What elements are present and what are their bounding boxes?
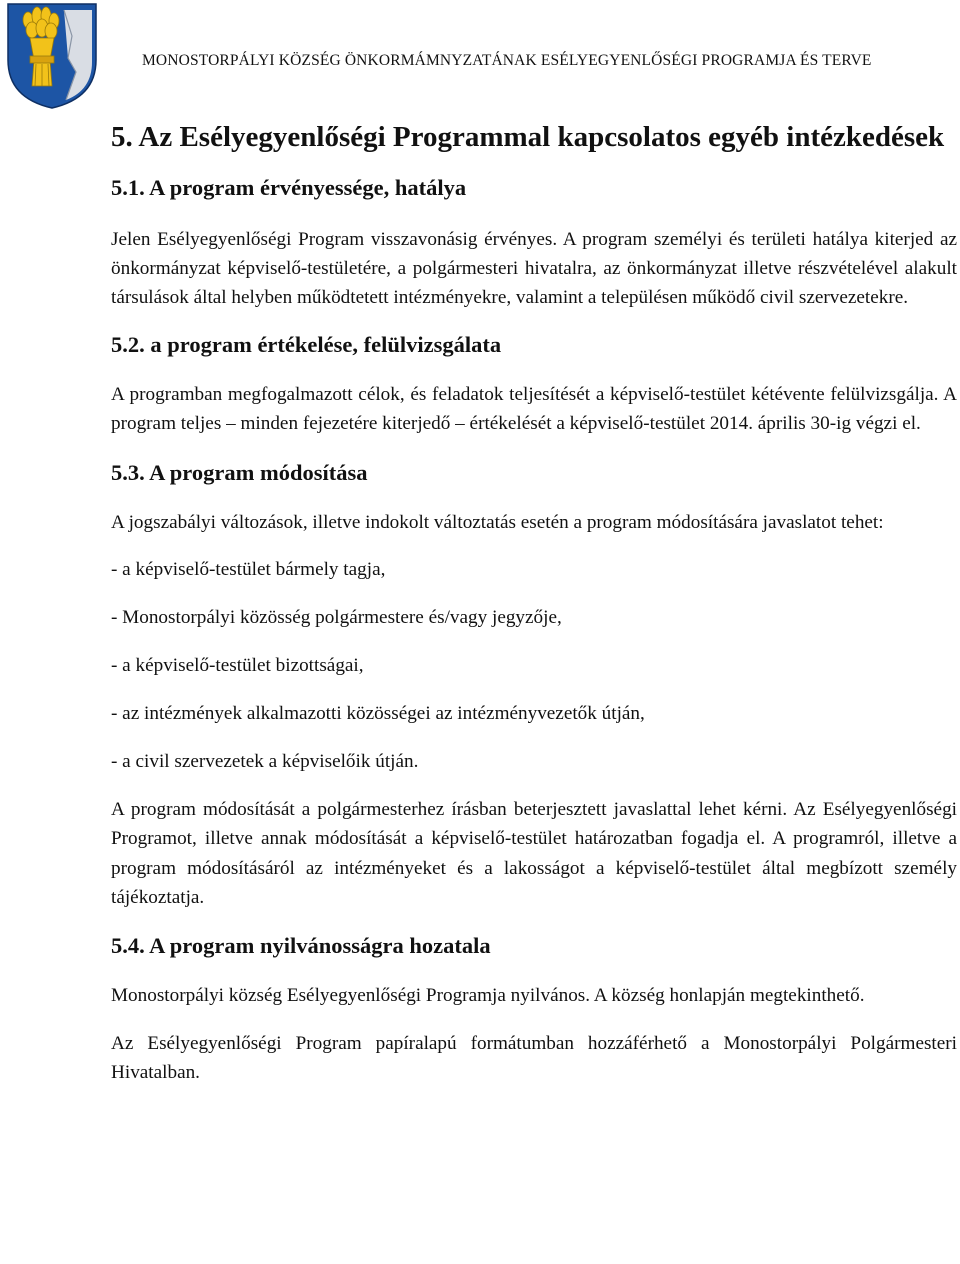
section-heading: 5.2. a program értékelése, felülvizsgálata (111, 331, 502, 357)
list-item: - a civil szervezetek a képviselőik útján. (111, 751, 419, 773)
list-item: - az intézmények alkalmazotti közösségei az intézményvezetők útján, (111, 703, 645, 725)
paragraph: Az Esélyegyenlőségi Program papíralapú formátumban hozzáférhető a Monostorpályi Polgármesteri Hivatalban. (111, 1033, 957, 1084)
list-item: - a képviselő-testület bármely tagja, (111, 559, 386, 581)
list-item: - Monostorpályi közösség polgármestere és/vagy jegyzője, (111, 607, 562, 629)
document-body (111, 118, 957, 1088)
section-heading: 5.1. A program érvényessége, hatálya (111, 175, 467, 200)
paragraph: Monostorpályi község Esélyegyenlőségi Programja nyilvános. A község honlapján megtekinthető. (111, 985, 865, 1007)
chapter-title: 5. Az Esélyegyenlőségi Programmal kapcsolatos egyéb intézkedések (111, 121, 945, 153)
section-heading: 5.3. A program módosítása (111, 460, 368, 486)
document-header-title: MONOSTORPÁLYI KÖZSÉG ÖNKORMÁMNYZATÁNAK ESÉLYEGYENLŐSÉGI PROGRAMJA ÉS TERVE (142, 52, 872, 69)
paragraph: A programban megfogalmazott célok, és feladatok teljesítését a képviselő-testület kétévente felülvizsgálja. A program teljes – minden fejezetére kiterjedő – értékelését a képviselő-testület 2014. április 30-ig végzi el. (111, 383, 957, 434)
paragraph: A program módosítását a polgármesterhez írásban beterjesztett javaslattal lehet kérni. Az Esélyegyenlőségi Programot, illetve annak módosítását a képviselő-testület határozatban fogadja el. A programról, illetve a program módosításáról az intézményeket és a lakosságot a képviselő-testület által megbízott személy tájékoztatja. (111, 799, 957, 908)
list-item: - a képviselő-testület bizottságai, (111, 655, 364, 677)
section-heading: 5.4. A program nyilvánosságra hozatala (111, 933, 491, 959)
paragraph: Jelen Esélyegyenlőségi Program visszavonásig érvényes. A program személyi és területi hatálya kiterjed az önkormányzat képviselő-testületére, a polgármesteri hivatalra, az önkormányzat illetve részvételével alakult társulások által helyben működtetett intézményekre, valamint a településen működő civil szervezetekre. (111, 229, 957, 309)
paragraph: A jogszabályi változások, illetve indokolt változtatás esetén a program módosítására javaslatot tehet: (111, 512, 884, 534)
coat-of-arms-icon (6, 2, 98, 110)
